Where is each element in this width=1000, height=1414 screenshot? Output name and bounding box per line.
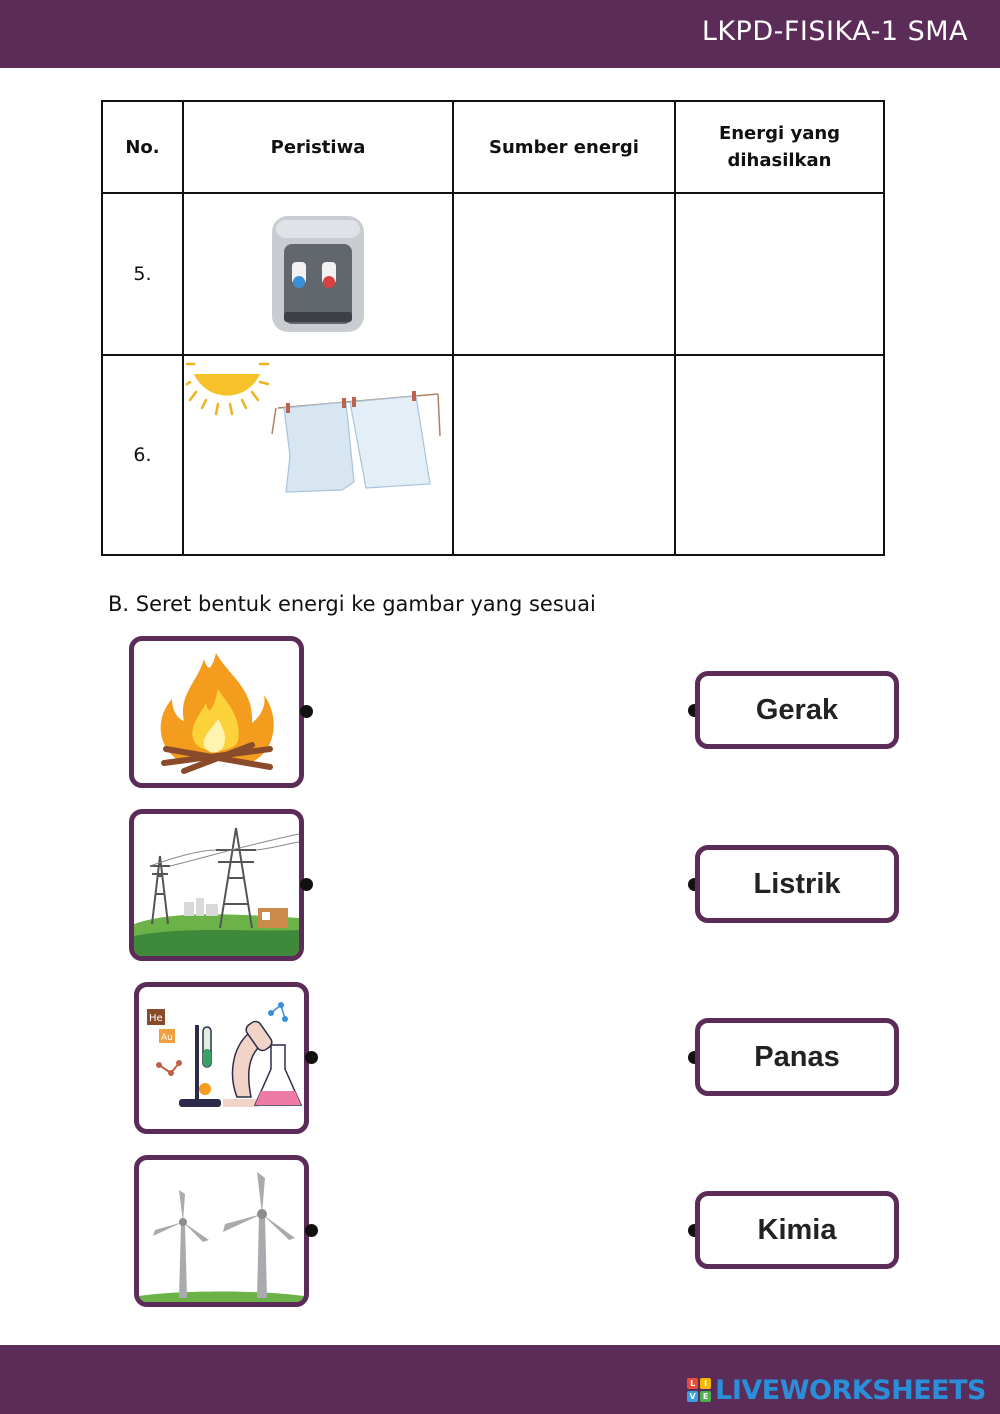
picture-card-power-lines[interactable]: [129, 809, 304, 961]
match-dot-picture-2[interactable]: [300, 878, 313, 891]
section-b-instruction: B. Seret bentuk energi ke gambar yang sesuai: [108, 592, 596, 616]
table-header-row: [102, 101, 884, 193]
energi-dihasilkan-answer-cell[interactable]: [675, 193, 884, 355]
column-header-peristiwa: Peristiwa: [183, 101, 453, 193]
event-image-cell: [183, 193, 453, 355]
logo-letter-i: I: [700, 1378, 711, 1389]
logo-letter-e: E: [700, 1391, 711, 1402]
logo-letter-v: V: [687, 1391, 698, 1402]
picture-card-campfire[interactable]: [129, 636, 304, 788]
power-lines-icon: [134, 814, 299, 956]
column-header-energi-dihasilkan-label: Energi yang dihasilkan: [718, 123, 841, 171]
table-row: [102, 193, 884, 355]
logo-letter-l: L: [687, 1378, 698, 1389]
energi-dihasilkan-answer-cell[interactable]: [675, 355, 884, 555]
header-bar: [0, 0, 1000, 68]
event-image-cell: [183, 355, 453, 555]
row-number: 6.: [102, 355, 183, 555]
svg-text:He: He: [149, 1013, 163, 1024]
energy-events-table: [101, 100, 885, 556]
answer-card-panas[interactable]: Panas: [695, 1018, 899, 1096]
campfire-icon: [134, 641, 299, 783]
picture-card-wind-turbines[interactable]: [134, 1155, 309, 1307]
water-dispenser-icon: [268, 212, 368, 336]
column-header-sumber-energi: Sumber energi: [453, 101, 675, 193]
sumber-energi-answer-cell[interactable]: [453, 355, 675, 555]
answer-card-kimia[interactable]: Kimia: [695, 1191, 899, 1269]
column-header-no: No.: [102, 101, 183, 193]
row-number: 5.: [102, 193, 183, 355]
table-row: [102, 355, 884, 555]
chemistry-lab-icon: [139, 987, 304, 1129]
worksheet-title: LKPD-FISIKA-1 SMA: [701, 16, 968, 47]
liveworksheets-logo[interactable]: [687, 1374, 986, 1406]
match-dot-picture-1[interactable]: [300, 705, 313, 718]
wind-turbines-icon: [139, 1160, 304, 1302]
answer-card-gerak[interactable]: Gerak: [695, 671, 899, 749]
sun-drying-clothes-icon: [186, 360, 446, 510]
svg-text:Au: Au: [161, 1033, 173, 1043]
liveworksheets-brand: LIVEWORKSHEETS: [715, 1374, 986, 1406]
answer-card-listrik[interactable]: Listrik: [695, 845, 899, 923]
match-dot-picture-4[interactable]: [305, 1224, 318, 1237]
picture-card-chemistry-lab[interactable]: [134, 982, 309, 1134]
sumber-energi-answer-cell[interactable]: [453, 193, 675, 355]
column-header-energi-dihasilkan: [675, 101, 884, 193]
match-dot-picture-3[interactable]: [305, 1051, 318, 1064]
liveworksheets-logo-mark: [687, 1378, 711, 1402]
